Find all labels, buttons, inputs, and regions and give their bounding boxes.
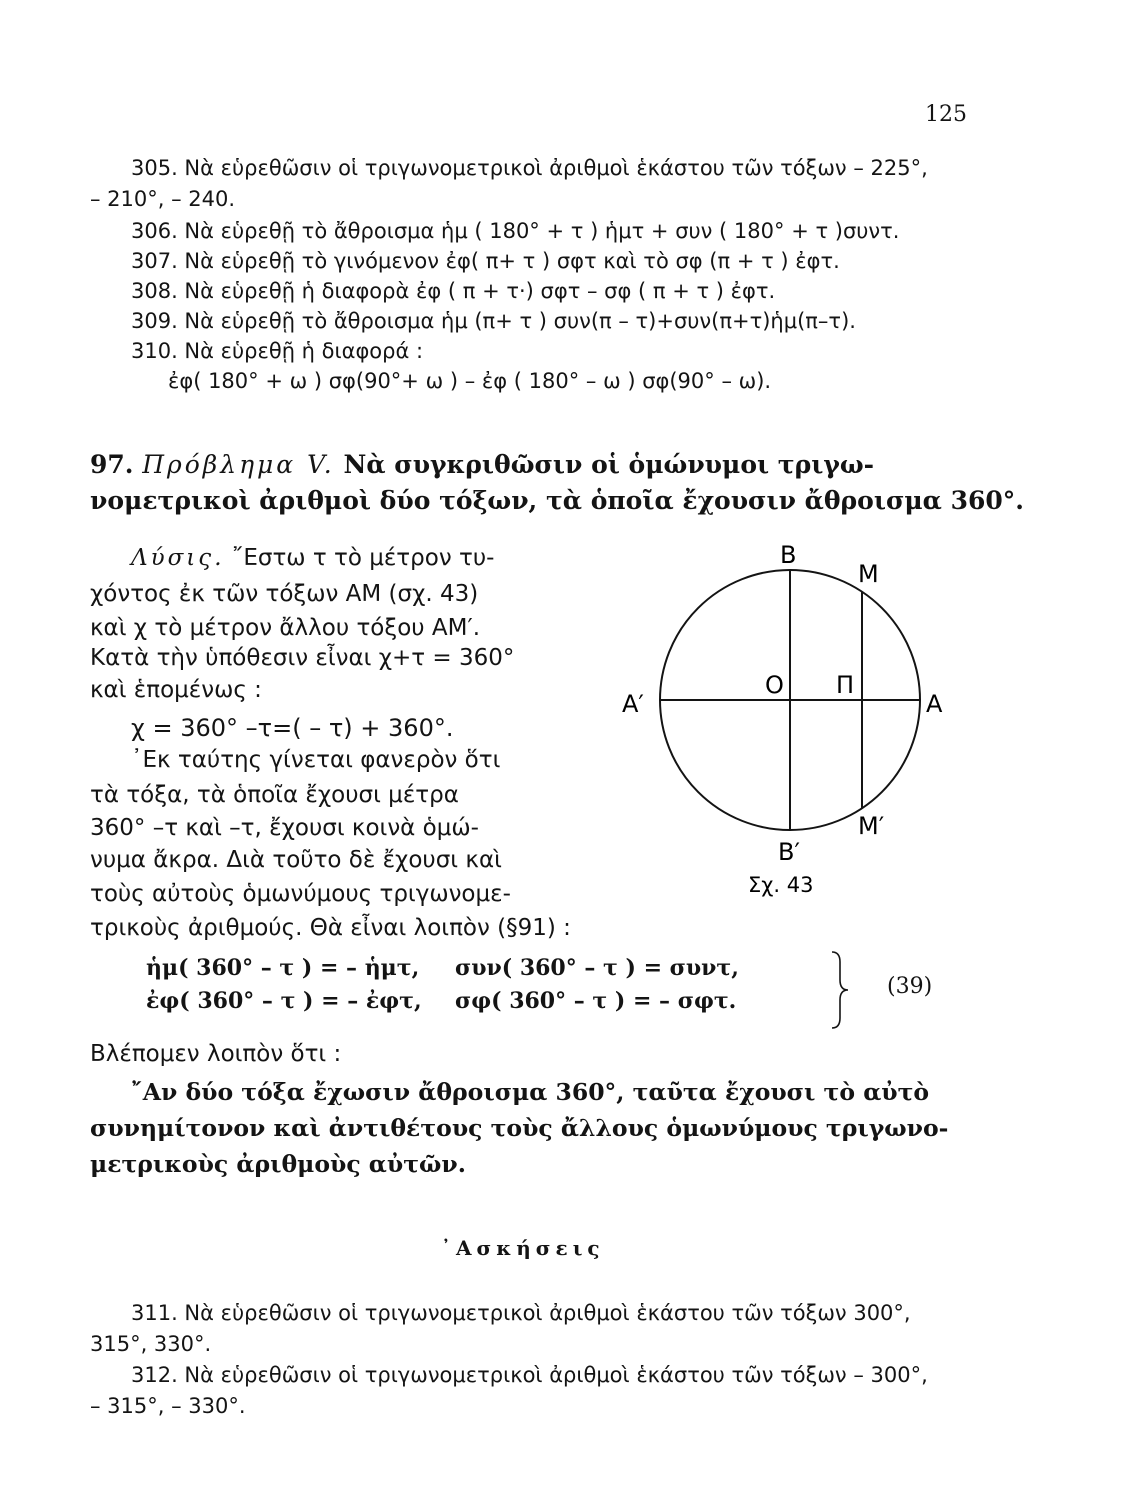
exercise-312-line1: 312. Νὰ εὑρεθῶσιν οἱ τριγωνομετρικοὶ ἀριθμοὶ ἑκάστου τῶν τόξων – 300°, [131,1363,928,1387]
figure-caption: Σχ. 43 [748,873,814,897]
solution-line-5: καὶ ἑπομένως : [90,677,262,703]
label-M: Μ [858,560,879,588]
label-B-prime: Β′ [778,838,800,866]
problem-heading-line2: νομετρικοὶ ἀριθμοὶ δύο τόξων, τὰ ὁποῖα ἔχουσιν ἄθροισμα 360°. [90,486,1025,515]
exercise-307: 307. Νὰ εὑρεθῇ τὸ γινόμενον ἐφ( π+ τ ) σφτ καὶ τὸ σφ (π + τ ) ἐφτ. [131,249,840,273]
conclusion-intro: Βλέπομεν λοιπὸν ὅτι : [90,1041,342,1067]
label-O: Ο [765,671,784,699]
eq-row2-right: σφ( 360° – τ ) = – σφτ. [455,988,737,1014]
solution-line-7: ᾿Εκ ταύτης γίνεται φανερὸν ὅτι [131,747,501,773]
solution-line-8: τὰ τόξα, τὰ ὁποῖα ἔχουσι μέτρα [90,782,459,808]
exercise-310-line2: ἐφ( 180° + ω ) σφ(90°+ ω ) – ἐφ ( 180° – ω ) σφ(90° – ω). [168,369,772,393]
solution-line-10: νυμα ἄκρα. Διὰ τοῦτο δὲ ἔχουσι καὶ [90,847,502,873]
solution-line-3: καὶ χ τὸ μέτρον ἄλλου τόξου ΑΜ′. [90,615,481,641]
solution-label: Λύσις. [131,545,225,571]
solution-line-1 [131,540,494,576]
solution-text-1: ῎Εστω τ τὸ μέτρον τυ- [231,545,495,571]
eq-row1-left: ἡμ( 360° – τ ) = – ἡμτ, [146,955,420,981]
exercises-heading: ᾿Ασκήσεις [441,1236,605,1260]
statement-line-3: μετρικοὺς ἀριθμοὺς αὐτῶν. [90,1150,466,1178]
exercise-308: 308. Νὰ εὑρεθῇ ἡ διαφορὰ ἐφ ( π + τ·) σφτ – σφ ( π + τ ) ἐφτ. [131,279,776,303]
brace-icon [828,950,850,1030]
problem-title: Νὰ συγκριθῶσιν οἱ ὁμώνυμοι τριγω- [343,450,875,479]
page-number: 125 [925,102,967,127]
exercise-310-line1: 310. Νὰ εὑρεθῇ ἡ διαφορά : [131,339,424,363]
label-B: Β [780,541,797,569]
problem-number: 97. [90,450,134,479]
exercise-305-line1: 305. Νὰ εὑρεθῶσιν οἱ τριγωνομετρικοὶ ἀριθμοὶ ἑκάστου τῶν τόξων – 225°, [131,156,928,180]
label-P: Π [836,671,855,699]
solution-line-9: 360° –τ καὶ –τ, ἔχουσι κοινὰ ὁμώ- [90,815,479,841]
exercise-311-line1: 311. Νὰ εὑρεθῶσιν οἱ τριγωνομετρικοὶ ἀριθμοὶ ἑκάστου τῶν τόξων 300°, [131,1301,911,1325]
exercise-306: 306. Νὰ εὑρεθῇ τὸ ἄθροισμα ἡμ ( 180° + τ ) ἡμτ + συν ( 180° + τ )συντ. [131,219,900,243]
exercise-309: 309. Νὰ εὑρεθῇ τὸ ἄθροισμα ἡμ (π+ τ ) συν(π – τ)+συν(π+τ)ἡμ(π–τ). [131,309,856,333]
label-A-prime: Α′ [622,690,644,718]
statement-line-1: ῎Αν δύο τόξα ἔχωσιν ἄθροισμα 360°, ταῦτα ἔχουσι τὸ αὐτὸ [131,1078,930,1106]
equation-label: (39) [887,974,933,999]
label-A: Α [926,690,943,718]
solution-line-4: Κατὰ τὴν ὑπόθεσιν εἶναι χ+τ = 360° [90,645,515,671]
solution-line-2: χόντος ἐκ τῶν τόξων ΑΜ (σχ. 43) [90,581,479,607]
problem-heading-line1 [90,450,874,479]
exercise-311-line2: 315°, 330°. [90,1332,212,1356]
solution-line-11: τοὺς αὐτοὺς ὁμωνύμους τριγωνομε- [90,881,511,907]
exercise-305-line2: – 210°, – 240. [90,187,236,211]
figure-43 [600,530,960,900]
solution-equation: χ = 360° –τ=( – τ) + 360°. [131,714,454,742]
statement-line-2: συνημίτονον καὶ ἀντιθέτους τοὺς ἄλλους ὁμωνύμους τριγωνο- [90,1114,949,1142]
problem-title-italic: Πρόβλημα V. [142,450,335,479]
eq-row2-left: ἐφ( 360° – τ ) = – ἐφτ, [146,988,422,1014]
eq-row1-right: συν( 360° – τ ) = συντ, [455,955,739,981]
solution-line-12: τρικοὺς ἀριθμούς. Θὰ εἶναι λοιπὸν (§91) : [90,915,571,941]
exercise-312-line2: – 315°, – 330°. [90,1394,246,1418]
label-M-prime: Μ′ [858,812,885,840]
